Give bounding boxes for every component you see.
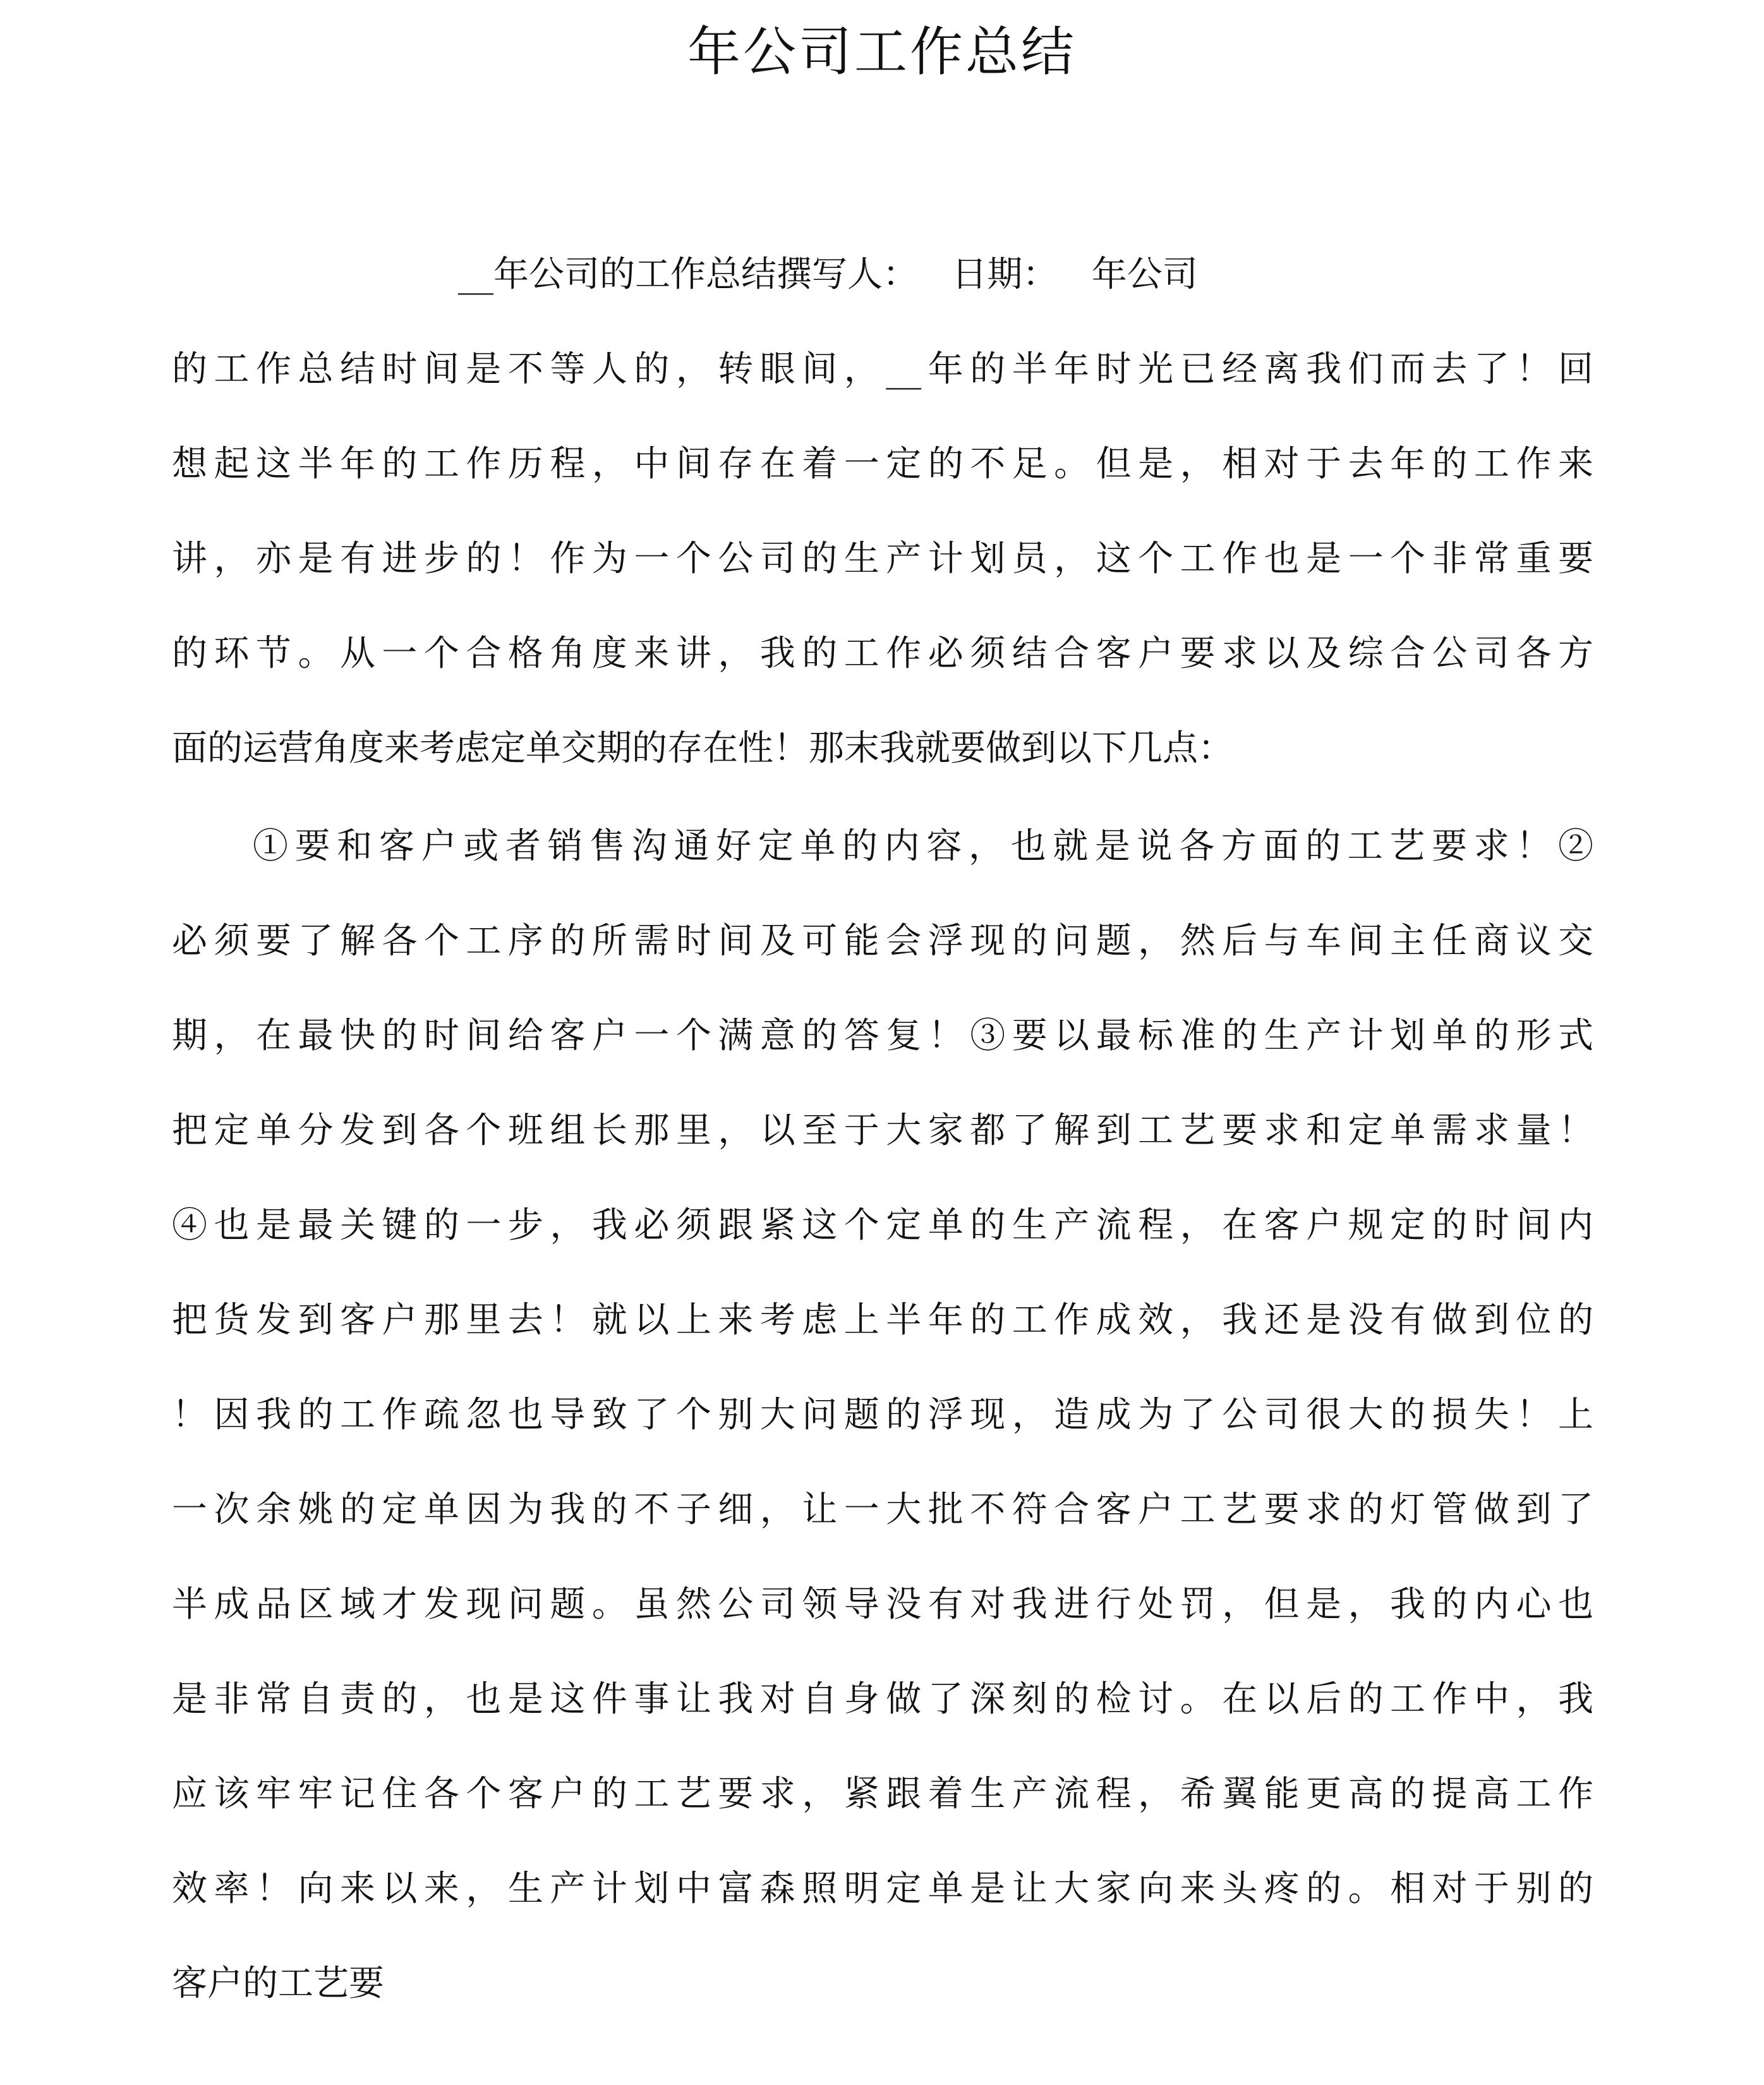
body-line-8: 期，在最快的时间给客户一个满意的答复！③要以最标准的生产计划单的形式 [172, 1015, 1593, 1056]
body-line-13: 一次余姚的定单因为我的不子细，让一大批不符合客户工艺要求的灯管做到了 [172, 1489, 1593, 1530]
body-line-3: 讲，亦是有进步的！作为一个公司的生产计划员，这个工作也是一个非常重要 [172, 538, 1593, 579]
body-line-18: 客户的工艺要 [172, 1963, 384, 2004]
body-line-10: ④也是最关键的一步，我必须跟紧这个定单的生产流程，在客户规定的时间内 [172, 1205, 1593, 1246]
body-line-4: 的环节。从一个合格角度来讲，我的工作必须结合客户要求以及综合公司各方 [172, 633, 1593, 674]
body-line-5: 面的运营角度来考虑定单交期的存在性！那末我就要做到以下几点： [172, 728, 1233, 769]
body-line-6: ①要和客户或者销售沟通好定单的内容，也就是说各方面的工艺要求！② [253, 826, 1593, 867]
body-line-2: 想起这半年的工作历程，中间存在着一定的不足。但是，相对于去年的工作来 [172, 444, 1593, 485]
body-line-11: 把货发到客户那里去！就以上来考虑上半年的工作成效，我还是没有做到位的 [172, 1300, 1593, 1341]
body-line-7: 必须要了解各个工序的所需时间及可能会浮现的问题，然后与车间主任商议交 [172, 921, 1593, 962]
body-line-17: 效率！向来以来，生产计划中富森照明定单是让大家向来头疼的。相对于别的 [172, 1868, 1593, 1909]
body-line-15: 是非常自责的，也是这件事让我对自身做了深刻的检讨。在以后的工作中，我 [172, 1679, 1593, 1720]
page-title: 年公司工作总结 [687, 21, 1077, 83]
body-line-16: 应该牢牢记住各个客户的工艺要求，紧跟着生产流程，希翼能更高的提高工作 [172, 1774, 1593, 1815]
subheading: __年公司的工作总结撰写人： 日期： 年公司 [458, 254, 1198, 295]
body-line-9: 把定单分发到各个班组长那里，以至于大家都了解到工艺要求和定单需求量！ [172, 1110, 1593, 1151]
body-line-1: 的工作总结时间是不等人的，转眼间，__年的半年时光已经离我们而去了！回 [172, 349, 1593, 390]
body-line-14: 半成品区域才发现问题。虽然公司领导没有对我进行处罚，但是，我的内心也 [172, 1584, 1593, 1625]
body-line-12: ！因我的工作疏忽也导致了个别大问题的浮现，造成为了公司很大的损失！上 [172, 1394, 1593, 1435]
